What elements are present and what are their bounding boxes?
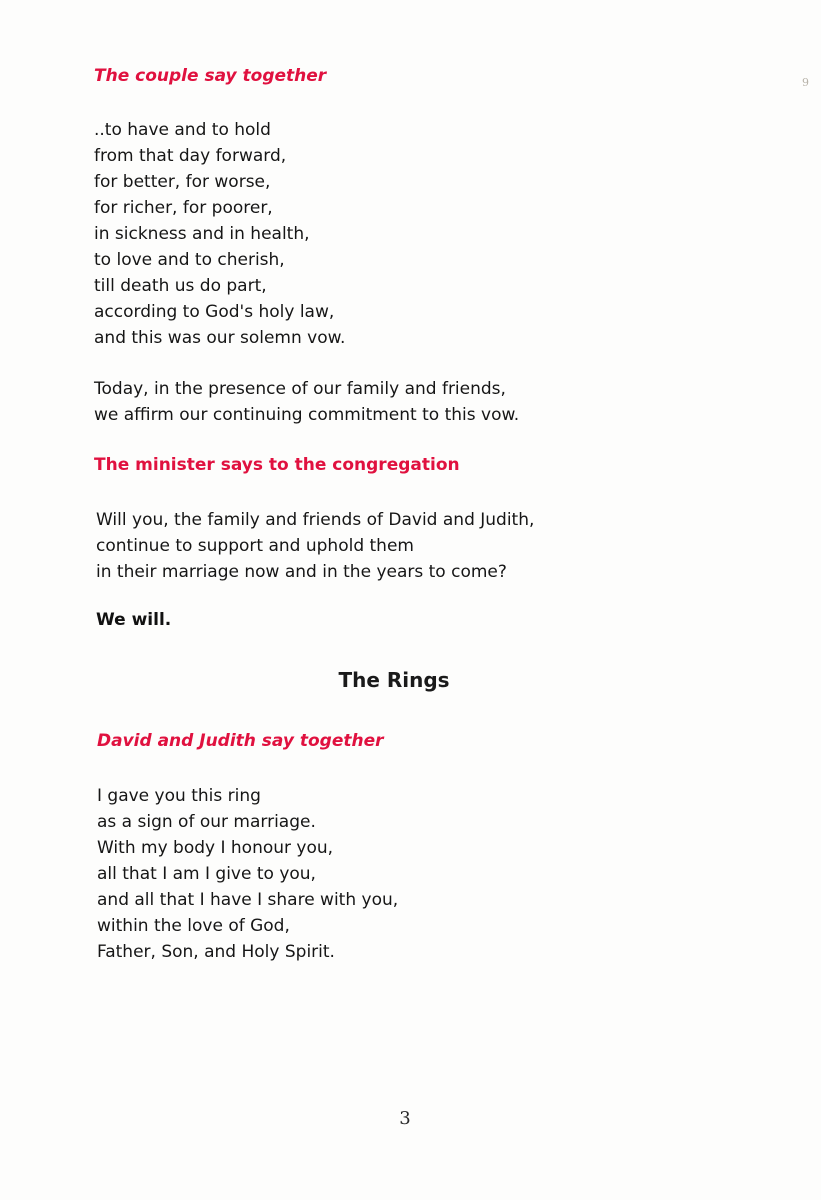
- congregation-response: We will.: [96, 610, 172, 630]
- ring-vow-line: and all that I have I share with you,: [97, 890, 399, 910]
- ring-vow-line: Father, Son, and Holy Spirit.: [97, 942, 335, 962]
- rubric-rings-heading: David and Judith say together: [97, 731, 384, 751]
- section-title-rings: The Rings: [338, 668, 450, 692]
- ring-vow-line: all that I am I give to you,: [97, 864, 316, 884]
- ring-vow-line: I gave you this ring: [97, 786, 261, 806]
- question-line: Will you, the family and friends of David and Judith,: [96, 510, 535, 530]
- corner-page-mark: 9: [802, 76, 809, 89]
- vow-line: according to God's holy law,: [94, 302, 335, 322]
- vow-line: to love and to cherish,: [94, 250, 285, 270]
- affirmation-text: [94, 376, 519, 428]
- ring-vow-line: within the love of God,: [97, 916, 290, 936]
- ring-vow-line: With my body I honour you,: [97, 838, 334, 858]
- question-line: in their marriage now and in the years to come?: [96, 562, 507, 582]
- affirmation-line: Today, in the presence of our family and friends,: [94, 379, 506, 399]
- page-number: 3: [399, 1108, 411, 1129]
- vow-line: for richer, for poorer,: [94, 198, 273, 218]
- ring-vow-line: as a sign of our marriage.: [97, 812, 316, 832]
- rubric-minister-heading: The minister says to the congregation: [94, 455, 460, 475]
- affirmation-line: we affirm our continuing commitment to this vow.: [94, 405, 520, 425]
- rubric-couple-heading: The couple say together: [94, 66, 327, 86]
- vow-line: till death us do part,: [94, 276, 267, 296]
- ring-vow-text: [97, 783, 398, 965]
- minister-question: [96, 507, 534, 585]
- vow-line: ..to have and to hold: [94, 120, 271, 140]
- show-through-texture: [470, 140, 800, 410]
- vow-line: in sickness and in health,: [94, 224, 310, 244]
- vow-line: from that day forward,: [94, 146, 287, 166]
- vow-line: for better, for worse,: [94, 172, 271, 192]
- question-line: continue to support and uphold them: [96, 536, 414, 556]
- vow-text: [94, 117, 345, 351]
- vow-line: and this was our solemn vow.: [94, 328, 346, 348]
